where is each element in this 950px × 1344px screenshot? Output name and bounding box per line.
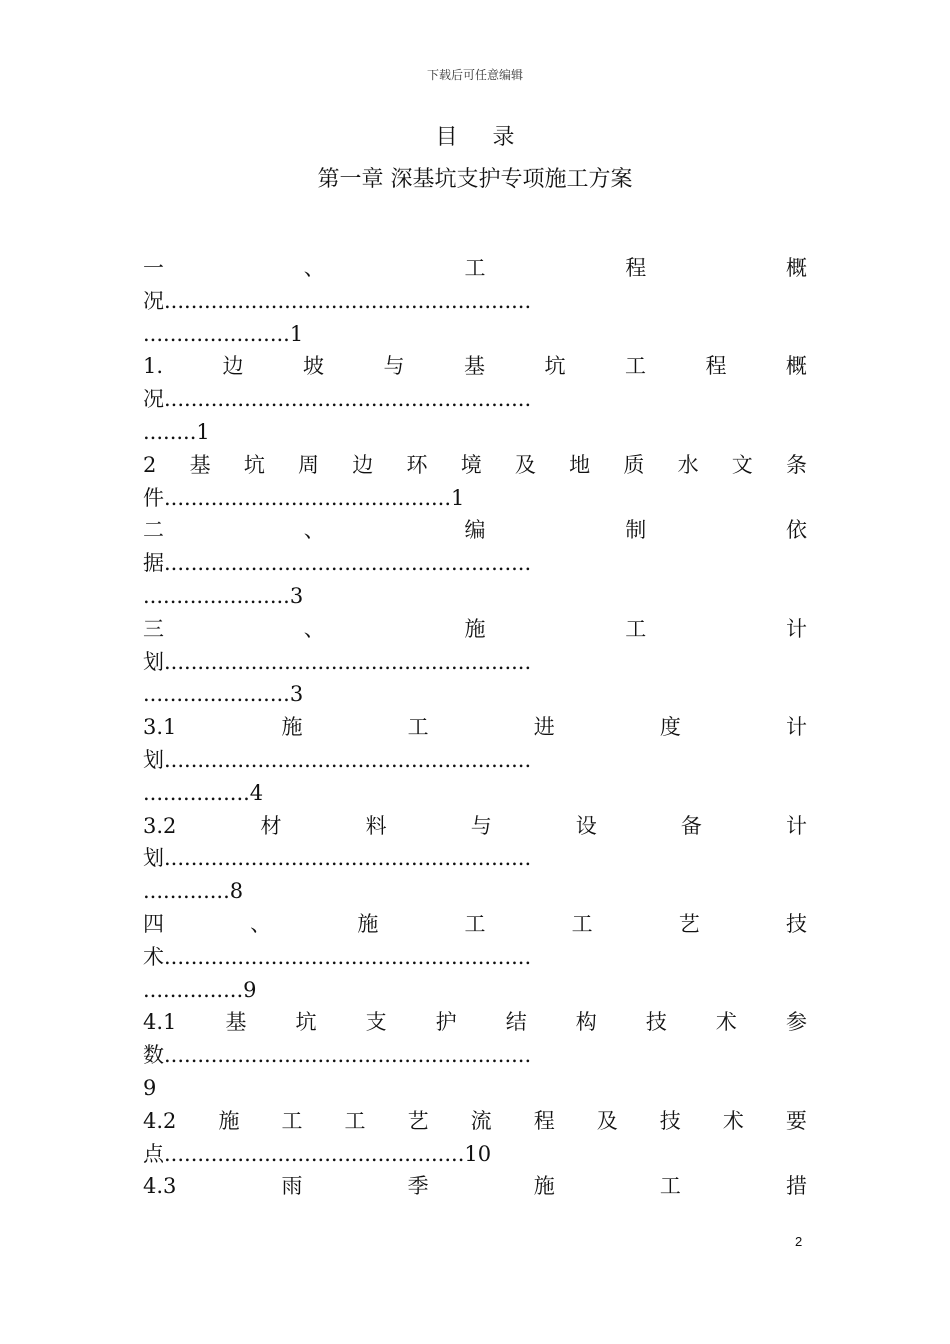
- toc-token: 境: [460, 452, 482, 477]
- toc-token: 文: [731, 452, 753, 477]
- toc-line: 据.......................................................: [143, 551, 532, 576]
- toc-line: [143, 252, 807, 285]
- toc-line: [143, 613, 807, 646]
- toc-token: 基: [225, 1010, 247, 1035]
- toc-token: 周: [298, 452, 320, 477]
- toc-line: [143, 810, 807, 843]
- toc-token: 地: [569, 452, 591, 477]
- toc-line: 数.......................................................: [143, 1043, 532, 1068]
- toc-token: 备: [680, 813, 702, 838]
- toc-token: 及: [596, 1108, 618, 1133]
- toc-token: 季: [407, 1174, 429, 1199]
- toc-line: 划.......................................................: [143, 649, 532, 674]
- toc-line: 划.......................................................: [143, 846, 532, 871]
- toc-token: 支: [365, 1010, 387, 1035]
- toc-token: 要: [785, 1108, 807, 1133]
- toc-line: [143, 514, 807, 547]
- toc-token: 措: [785, 1174, 807, 1199]
- toc-line: [143, 711, 807, 744]
- toc-token: 进: [533, 715, 555, 740]
- toc-line: [143, 908, 807, 941]
- toc-token: 2: [143, 452, 157, 477]
- toc-token: 概: [786, 256, 807, 280]
- toc-token: 与: [470, 813, 492, 838]
- toc-token: 工: [407, 715, 429, 740]
- toc-token: 工: [571, 911, 593, 936]
- toc-token: 材: [260, 813, 282, 838]
- toc-line: 划.......................................................: [143, 747, 532, 772]
- toc-token: 施: [357, 911, 379, 936]
- toc-token: 坑: [243, 452, 265, 477]
- toc-token: 水: [677, 452, 699, 477]
- toc-token: 术: [722, 1108, 744, 1133]
- toc-token: 工: [464, 911, 486, 936]
- toc-token: 工: [464, 256, 486, 280]
- toc-line: 件...........................................1: [143, 485, 465, 510]
- toc-line: [143, 1006, 807, 1039]
- toc-token: 程: [625, 256, 647, 280]
- toc-token: 施: [218, 1108, 240, 1133]
- toc-token: 编: [464, 518, 486, 543]
- doc-title: 目 录: [435, 125, 529, 150]
- toc-token: 结: [505, 1010, 527, 1035]
- toc-line: ......................3: [143, 583, 304, 608]
- toc-token: 计: [785, 715, 807, 740]
- toc-token: 施: [281, 715, 303, 740]
- toc-token: 工: [625, 616, 647, 641]
- toc-token: 艺: [678, 911, 700, 936]
- toc-line: [143, 1170, 807, 1203]
- toc-token: 与: [383, 354, 405, 379]
- toc-token: 设: [575, 813, 597, 838]
- toc-token: 计: [786, 616, 807, 641]
- toc-token: 技: [785, 911, 807, 936]
- toc-token: 流: [470, 1108, 492, 1133]
- toc-token: 技: [645, 1010, 667, 1035]
- toc-token: 施: [533, 1174, 555, 1199]
- toc-token: 、: [250, 911, 272, 936]
- toc-line: ........1: [143, 419, 210, 444]
- toc-line: 术.......................................................: [143, 944, 532, 969]
- toc-line: 点.............................................10: [143, 1141, 492, 1166]
- toc-token: 、: [303, 256, 325, 280]
- toc-token: 三: [143, 616, 164, 641]
- page-number: 2: [795, 1234, 803, 1249]
- toc-token: 边: [222, 354, 244, 379]
- toc-token: 计: [785, 813, 807, 838]
- toc-line: [143, 449, 807, 482]
- toc-token: 1.: [143, 354, 164, 379]
- toc-token: 程: [533, 1108, 555, 1133]
- toc-token: 、: [303, 616, 325, 641]
- toc-line: 况.......................................................: [143, 387, 532, 412]
- toc-token: 4.3: [143, 1174, 177, 1199]
- toc-line: ................4: [143, 780, 264, 805]
- toc-token: 依: [786, 518, 807, 543]
- toc-token: 工: [281, 1108, 303, 1133]
- toc-token: 护: [435, 1010, 457, 1035]
- toc-token: 坡: [303, 354, 325, 379]
- toc-token: 度: [659, 715, 681, 740]
- toc-token: 4.2: [143, 1108, 177, 1133]
- toc-token: 条: [786, 452, 807, 477]
- toc-token: 基: [189, 452, 211, 477]
- toc-token: 质: [623, 452, 645, 477]
- toc-line: ......................3: [143, 682, 304, 707]
- toc-token: 四: [143, 911, 164, 936]
- toc-token: 术: [715, 1010, 737, 1035]
- toc-token: 环: [406, 452, 428, 477]
- table-of-contents: [143, 252, 807, 1203]
- toc-token: 参: [785, 1010, 807, 1035]
- chapter-title: 第一章 深基坑支护专项施工方案: [317, 167, 633, 192]
- toc-token: 程: [705, 354, 727, 379]
- toc-token: 制: [625, 518, 647, 543]
- toc-line: ...............9: [143, 977, 257, 1002]
- toc-token: 3.2: [143, 813, 177, 838]
- toc-token: 二: [143, 518, 164, 543]
- toc-token: 坑: [295, 1010, 317, 1035]
- toc-token: 技: [659, 1108, 681, 1133]
- toc-token: 一: [143, 256, 164, 280]
- toc-token: 雨: [281, 1174, 303, 1199]
- toc-line: .............8: [143, 879, 244, 904]
- toc-token: 基: [463, 354, 485, 379]
- toc-token: 及: [514, 452, 536, 477]
- toc-token: 4.1: [143, 1010, 177, 1035]
- header-note: 下载后可任意编辑: [426, 68, 523, 82]
- toc-line: 况.......................................................: [143, 288, 532, 313]
- toc-line: 9: [143, 1075, 157, 1100]
- toc-line: ......................1: [143, 321, 304, 346]
- toc-token: 施: [464, 616, 486, 641]
- toc-token: 工: [344, 1108, 366, 1133]
- toc-token: 边: [352, 452, 374, 477]
- toc-line: [143, 1105, 807, 1138]
- toc-token: 工: [624, 354, 646, 379]
- toc-token: 3.1: [143, 715, 177, 740]
- toc-token: 、: [303, 518, 325, 543]
- toc-token: 艺: [407, 1108, 429, 1133]
- toc-line: [143, 350, 807, 383]
- toc-token: 构: [575, 1010, 597, 1035]
- toc-token: 概: [785, 354, 807, 379]
- toc-token: 坑: [544, 354, 566, 379]
- toc-token: 工: [659, 1174, 681, 1199]
- toc-token: 料: [365, 813, 387, 838]
